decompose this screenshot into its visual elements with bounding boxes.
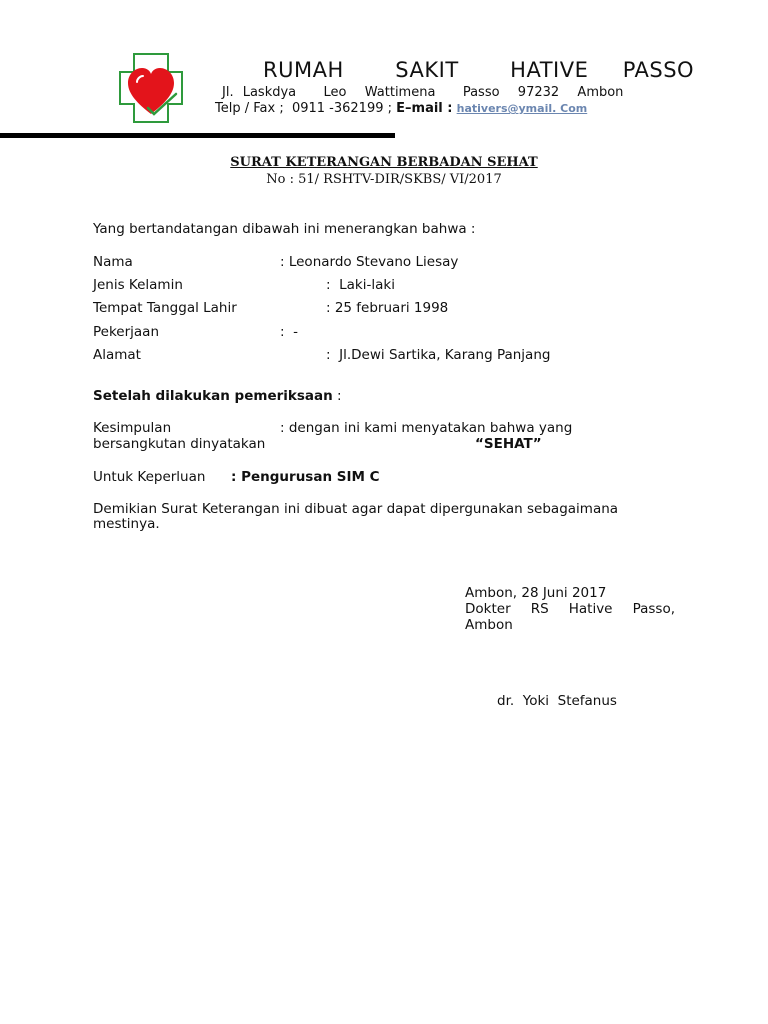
field-label-nama: Nama bbox=[93, 254, 133, 270]
hospital-address: Jl. Laskdya Leo Wattimena Passo 97232 Ambon bbox=[222, 85, 624, 100]
health-result: “SEHAT” bbox=[475, 436, 542, 452]
exam-heading bbox=[93, 388, 342, 404]
header-divider bbox=[0, 133, 395, 138]
purpose-value: : Pengurusan SIM C bbox=[231, 469, 380, 485]
field-label-jenis-kelamin: Jenis Kelamin bbox=[93, 277, 183, 293]
field-label-alamat: Alamat bbox=[93, 347, 141, 363]
field-value-jenis-kelamin: : Laki-laki bbox=[326, 277, 395, 293]
conclusion-value: : dengan ini kami menyatakan bahwa yang bbox=[280, 420, 573, 436]
conclusion-label: Kesimpulan bbox=[93, 420, 172, 436]
signature-block bbox=[465, 585, 675, 633]
field-value-ttl: : 25 februari 1998 bbox=[326, 300, 449, 316]
heart-cross-logo-icon bbox=[118, 52, 184, 124]
letter-number: No : 51/ RSHTV-DIR/SKBS/ VI/2017 bbox=[266, 172, 502, 187]
field-value-alamat: : Jl.Dewi Sartika, Karang Panjang bbox=[326, 347, 551, 363]
exam-heading-text: Setelah dilakukan pemeriksaan bbox=[93, 388, 333, 404]
place-date: Ambon, 28 Juni 2017 bbox=[465, 585, 607, 601]
purpose-label: Untuk Keperluan bbox=[93, 469, 206, 485]
conclusion-line2: bersangkutan dinyatakan bbox=[93, 436, 266, 452]
signer-title: Dokter RS Hative Passo, bbox=[465, 601, 675, 617]
intro-text: Yang bertandatangan dibawah ini menerangkan bahwa : bbox=[93, 221, 476, 237]
field-value-pekerjaan: : - bbox=[280, 324, 299, 340]
field-label-pekerjaan: Pekerjaan bbox=[93, 324, 160, 340]
closing-statement: Demikian Surat Keterangan ini dibuat agar dapat dipergunakan sebagaimana mestinya. bbox=[93, 501, 619, 532]
field-label-ttl: Tempat Tanggal Lahir bbox=[93, 300, 237, 316]
signer-name: dr. Yoki Stefanus bbox=[497, 693, 617, 709]
signer-city: Ambon bbox=[465, 617, 513, 633]
field-value-nama: : Leonardo Stevano Liesay bbox=[280, 254, 459, 270]
email-link[interactable]: hativers@ymail. Com bbox=[456, 102, 588, 115]
hospital-contact bbox=[215, 101, 587, 116]
telp-text: Telp / Fax ; 0911 -362199 ; bbox=[215, 101, 397, 116]
letter-title: SURAT KETERANGAN BERBADAN SEHAT bbox=[230, 155, 538, 170]
exam-heading-colon: : bbox=[332, 388, 342, 404]
hospital-name: RUMAH SAKIT HATIVE PASSO bbox=[263, 58, 695, 82]
email-label: E–mail : bbox=[396, 101, 453, 116]
